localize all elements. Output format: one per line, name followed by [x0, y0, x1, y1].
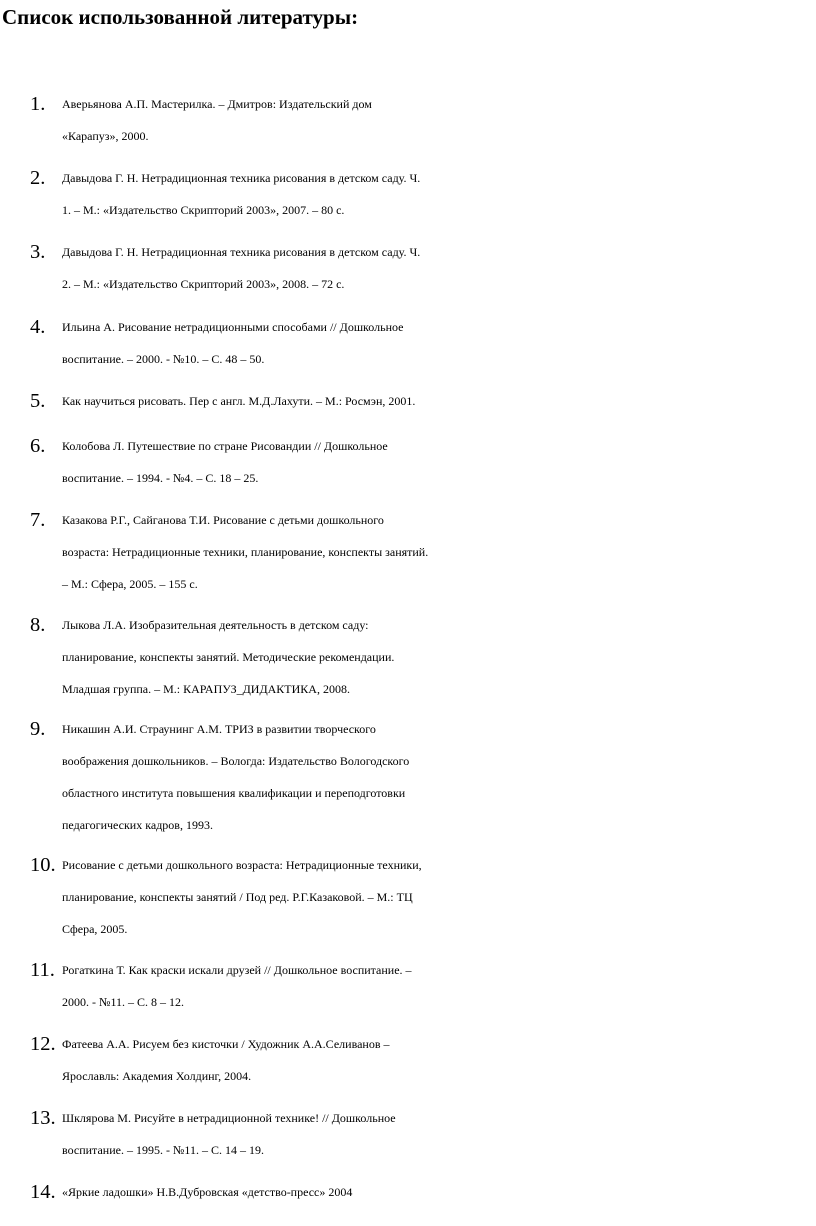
reference-line: Лыкова Л.А. Изобразительная деятельность в детском саду:: [62, 618, 369, 632]
reference-line: планирование, конспекты занятий / Под ред. Р.Г.Казаковой. – М.: ТЦ: [62, 890, 413, 904]
reference-number: 14.: [30, 1181, 56, 1203]
reference-line: воображения дошкольников. – Вологда: Издательство Вологодского: [62, 754, 410, 768]
reference-text: [62, 954, 814, 1018]
reference-text: [62, 1028, 814, 1092]
reference-number: 5.: [30, 390, 46, 412]
reference-number: 10.: [30, 854, 56, 876]
reference-line: Аверьянова А.П. Мастерилка. – Дмитров: Издательский дом: [62, 97, 372, 111]
reference-text: [62, 88, 814, 152]
reference-number: 12.: [30, 1033, 56, 1055]
reference-line: Рисование с детьми дошкольного возраста: Нетрадиционные техники,: [62, 858, 422, 872]
reference-number: 4.: [30, 316, 46, 338]
reference-text: [62, 609, 814, 705]
reference-line: «Яркие ладошки» Н.В.Дубровская «детство-пресс» 2004: [62, 1185, 353, 1199]
reference-text: [62, 236, 814, 300]
reference-line: 1. – М.: «Издательство Скрипторий 2003», 2007. – 80 с.: [62, 203, 345, 217]
reference-line: Давыдова Г. Н. Нетрадиционная техника рисования в детском саду. Ч.: [62, 171, 421, 185]
reference-text: [62, 1176, 814, 1208]
reference-number: 11.: [30, 959, 55, 981]
reference-number: 8.: [30, 614, 46, 636]
reference-line: Сфера, 2005.: [62, 922, 128, 936]
reference-text: [62, 1102, 814, 1166]
reference-line: Шклярова М. Рисуйте в нетрадиционной технике! // Дошкольное: [62, 1111, 396, 1125]
reference-number: 13.: [30, 1107, 56, 1129]
reference-number: 7.: [30, 509, 46, 531]
reference-line: Колобова Л. Путешествие по стране Рисовандии // Дошкольное: [62, 439, 388, 453]
reference-line: «Карапуз», 2000.: [62, 129, 149, 143]
reference-line: педагогических кадров, 1993.: [62, 818, 213, 832]
reference-line: планирование, конспекты занятий. Методические рекомендации.: [62, 650, 395, 664]
reference-text: [62, 430, 814, 494]
reference-line: областного института повышения квалификации и переподготовки: [62, 786, 406, 800]
reference-line: Младшая группа. – М.: КАРАПУЗ_ДИДАКТИКА, 2008.: [62, 682, 350, 696]
reference-line: воспитание. – 1994. - №4. – С. 18 – 25.: [62, 471, 259, 485]
reference-line: Давыдова Г. Н. Нетрадиционная техника рисования в детском саду. Ч.: [62, 245, 421, 259]
reference-text: [62, 385, 814, 417]
reference-line: Никашин А.И. Страунинг А.М. ТРИЗ в развитии творческого: [62, 722, 376, 736]
reference-number: 9.: [30, 718, 46, 740]
reference-text: [62, 311, 814, 375]
reference-line: Как научиться рисовать. Пер с англ. М.Д.Лахути. – М.: Росмэн, 2001.: [62, 394, 416, 408]
reference-number: 1.: [30, 93, 46, 115]
reference-line: 2000. - №11. – С. 8 – 12.: [62, 995, 185, 1009]
reference-line: Рогаткина Т. Как краски искали друзей // Дошкольное воспитание. –: [62, 963, 412, 977]
reference-text: [62, 504, 814, 600]
reference-text: [62, 849, 814, 945]
reference-number: 6.: [30, 435, 46, 457]
reference-line: воспитание. – 2000. - №10. – С. 48 – 50.: [62, 352, 265, 366]
reference-line: воспитание. – 1995. - №11. – С. 14 – 19.: [62, 1143, 264, 1157]
reference-line: Казакова Р.Г., Сайганова Т.И. Рисование с детьми дошкольного: [62, 513, 384, 527]
reference-line: возраста: Нетрадиционные техники, планирование, конспекты занятий.: [62, 545, 429, 559]
reference-line: Ильина А. Рисование нетрадиционными способами // Дошкольное: [62, 320, 404, 334]
reference-number: 3.: [30, 241, 46, 263]
reference-text: [62, 162, 814, 226]
reference-text: [62, 713, 814, 841]
page-title: Список использованной литературы:: [2, 5, 359, 29]
reference-line: – М.: Сфера, 2005. – 155 с.: [62, 577, 198, 591]
reference-line: Фатеева А.А. Рисуем без кисточки / Художник А.А.Селиванов –: [62, 1037, 390, 1051]
reference-line: 2. – М.: «Издательство Скрипторий 2003», 2008. – 72 с.: [62, 277, 345, 291]
reference-line: Ярославль: Академия Холдинг, 2004.: [62, 1069, 252, 1083]
reference-number: 2.: [30, 167, 46, 189]
